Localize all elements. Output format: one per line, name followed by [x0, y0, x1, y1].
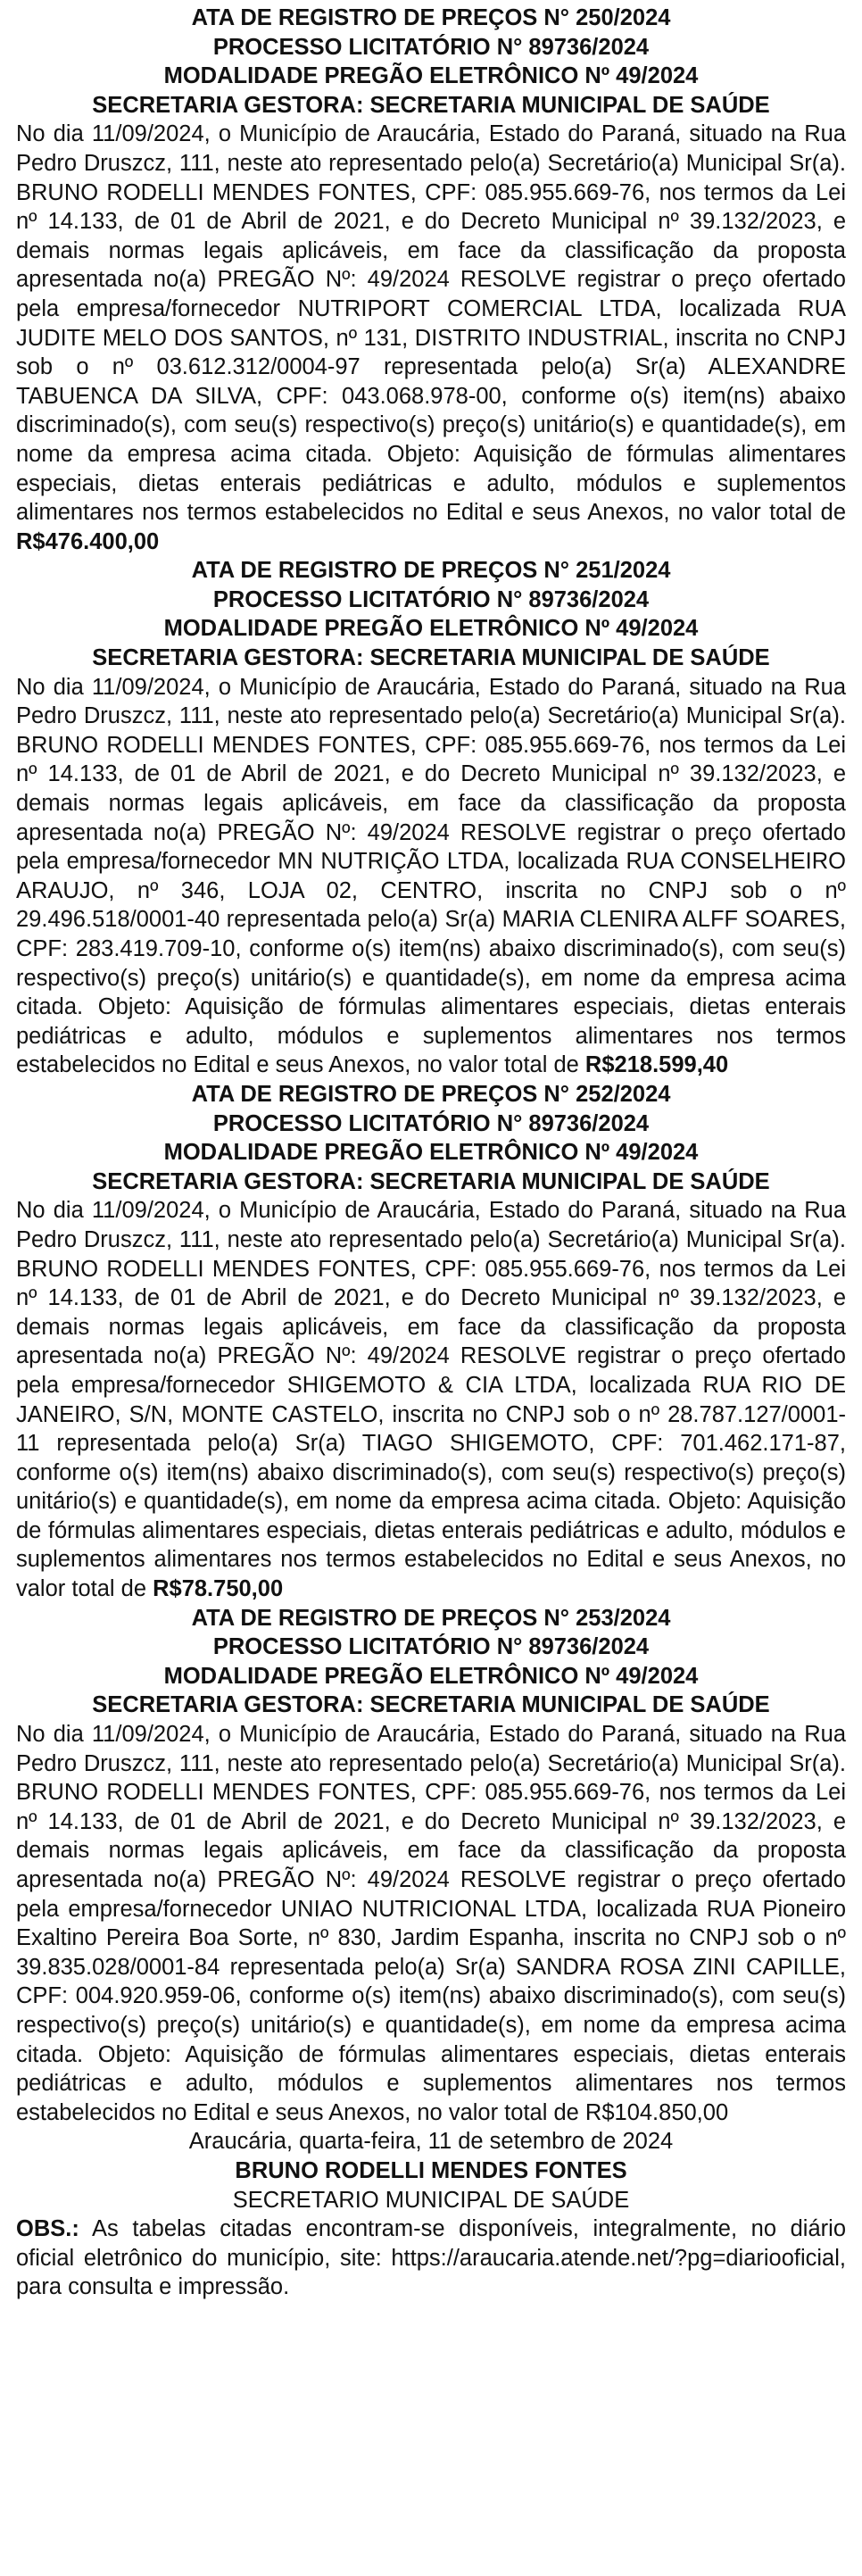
secretaria-gestora: SECRETARIA GESTORA: SECRETARIA MUNICIPAL DE SAÚDE	[92, 645, 770, 671]
ata-total-value: R$78.750,00	[153, 1576, 284, 1602]
processo-licitatorio: PROCESSO LICITATÓRIO N° 89736/2024	[212, 34, 650, 60]
ata-body: No dia 11/09/2024, o Município de Araucária, Estado do Paraná, situado na Rua Pedro Druszcz, 111, neste ato representado pelo(a) Secretário(a) Municipal Sr(a). BRUNO RODELLI MENDES FONTES, CPF: 085.955.669-76, nos termos da Lei nº 14.133, de 01 de Abril de 2021, e do Decreto Municipal nº 39.132/2023, e demais normas legais aplicáveis, em face da classificação da proposta apresentada no(a) PREGÃO Nº: 49/2024 RESOLVE registrar o preço ofertado pela empresa/fornecedor SHIGEMOTO & CIA LTDA, localizada RUA RIO DE JANEIRO, S/N, MONTE CASTELO, inscrita no CNPJ sob o nº 28.787.127/0001-11 representada pelo(a) Sr(a) TIAGO SHIGEMOTO, CPF: 701.462.171-87, conforme o(s) item(ns) abaixo discriminado(s), com seu(s) respectivo(s) preço(s) unitário(s) e quantidade(s), em nome da empresa acima citada. Objeto: Aquisição de fórmulas alimentares especiais, dietas enterais pediátricas e adulto, módulos e suplementos alimentares nos termos estabelecidos no Edital e seus Anexos, no valor total de	[16, 1198, 846, 1602]
ata-total-value: R$218.599,40	[584, 1052, 729, 1078]
ata-body-text	[16, 673, 846, 1080]
modalidade-pregao: MODALIDADE PREGÃO ELETRÔNICO Nº 49/2024	[163, 63, 699, 89]
ata-250	[16, 4, 846, 556]
signer-name: BRUNO RODELLI MENDES FONTES	[235, 2157, 627, 2183]
processo-licitatorio: PROCESSO LICITATÓRIO N° 89736/2024	[212, 1634, 650, 1660]
signer-title: SECRETARIO MUNICIPAL DE SAÚDE	[232, 2187, 630, 2213]
modalidade-pregao: MODALIDADE PREGÃO ELETRÔNICO Nº 49/2024	[163, 1663, 699, 1689]
processo-licitatorio: PROCESSO LICITATÓRIO N° 89736/2024	[212, 1110, 650, 1136]
processo-licitatorio: PROCESSO LICITATÓRIO N° 89736/2024	[212, 586, 650, 612]
obs-note	[16, 2215, 846, 2302]
secretaria-gestora: SECRETARIA GESTORA: SECRETARIA MUNICIPAL DE SAÚDE	[92, 1692, 770, 1718]
ata-total-value: R$476.400,00	[16, 528, 160, 554]
obs-label: OBS.:	[16, 2216, 79, 2242]
ata-header: ATA DE REGISTRO DE PREÇOS N° 250/2024	[191, 5, 671, 30]
ata-body: No dia 11/09/2024, o Município de Araucária, Estado do Paraná, situado na Rua Pedro Druszcz, 111, neste ato representado pelo(a) Secretário(a) Municipal Sr(a). BRUNO RODELLI MENDES FONTES, CPF: 085.955.669-76, nos termos da Lei nº 14.133, de 01 de Abril de 2021, e do Decreto Municipal nº 39.132/2023, e demais normas legais aplicáveis, em face da classificação da proposta apresentada no(a) PREGÃO Nº: 49/2024 RESOLVE registrar o preço ofertado pela empresa/fornecedor UNIAO NUTRICIONAL LTDA, localizada RUA Pioneiro Exaltino Pereira Boa Sorte, nº 830, Jardim Espanha, inscrita no CNPJ sob o nº 39.835.028/0001-84 representada pelo(a) Sr(a) SANDRA ROSA ZINI CAPILLE, CPF: 004.920.959-06, conforme o(s) item(ns) abaixo discriminado(s), com seu(s) respectivo(s) preço(s) unitário(s) e quantidade(s), em nome da empresa acima citada. Objeto: Aquisição de fórmulas alimentares especiais, dietas enterais pediátricas e adulto, módulos e suplementos alimentares nos termos estabelecidos no Edital e seus Anexos, no valor total de R$104.850,00	[16, 1722, 846, 2125]
ata-body-text	[16, 1196, 846, 1603]
ata-252	[16, 1080, 846, 1604]
ata-header: ATA DE REGISTRO DE PREÇOS N° 251/2024	[191, 558, 671, 584]
ata-header: ATA DE REGISTRO DE PREÇOS N° 253/2024	[191, 1605, 671, 1631]
modalidade-pregao: MODALIDADE PREGÃO ELETRÔNICO Nº 49/2024	[163, 1140, 699, 1166]
ata-251	[16, 556, 846, 1080]
document-page	[16, 0, 846, 2302]
ata-header: ATA DE REGISTRO DE PREÇOS N° 252/2024	[191, 1081, 671, 1107]
closing-block	[16, 2127, 846, 2215]
secretaria-gestora: SECRETARIA GESTORA: SECRETARIA MUNICIPAL DE SAÚDE	[92, 92, 770, 118]
place-date: Araucária, quarta-feira, 11 de setembro de 2024	[188, 2129, 674, 2155]
modalidade-pregao: MODALIDADE PREGÃO ELETRÔNICO Nº 49/2024	[163, 616, 699, 642]
ata-body-text	[16, 1720, 846, 2127]
ata-body: No dia 11/09/2024, o Município de Araucária, Estado do Paraná, situado na Rua Pedro Druszcz, 111, neste ato representado pelo(a) Secretário(a) Municipal Sr(a). BRUNO RODELLI MENDES FONTES, CPF: 085.955.669-76, nos termos da Lei nº 14.133, de 01 de Abril de 2021, e do Decreto Municipal nº 39.132/2023, e demais normas legais aplicáveis, em face da classificação da proposta apresentada no(a) PREGÃO Nº: 49/2024 RESOLVE registrar o preço ofertado pela empresa/fornecedor MN NUTRIÇÃO LTDA, localizada RUA CONSELHEIRO ARAUJO, nº 346, LOJA 02, CENTRO, inscrita no CNPJ sob o nº 29.496.518/0001-40 representada pelo(a) Sr(a) MARIA CLENIRA ALFF SOARES, CPF: 283.419.709-10, conforme o(s) item(ns) abaixo discriminado(s), com seu(s) respectivo(s) preço(s) unitário(s) e quantidade(s), em nome da empresa acima citada. Objeto: Aquisição de fórmulas alimentares especiais, dietas enterais pediátricas e adulto, módulos e suplementos alimentares nos termos estabelecidos no Edital e seus Anexos, no valor total de	[16, 674, 846, 1078]
ata-body: No dia 11/09/2024, o Município de Araucária, Estado do Paraná, situado na Rua Pedro Druszcz, 111, neste ato representado pelo(a) Secretário(a) Municipal Sr(a). BRUNO RODELLI MENDES FONTES, CPF: 085.955.669-76, nos termos da Lei nº 14.133, de 01 de Abril de 2021, e do Decreto Municipal nº 39.132/2023, e demais normas legais aplicáveis, em face da classificação da proposta apresentada no(a) PREGÃO Nº: 49/2024 RESOLVE registrar o preço ofertado pela empresa/fornecedor NUTRIPORT COMERCIAL LTDA, localizada RUA JUDITE MELO DOS SANTOS, nº 131, DISTRITO INDUSTRIAL, inscrita no CNPJ sob o nº 03.612.312/0004-97 representada pelo(a) Sr(a) ALEXANDRE TABUENCA DA SILVA, CPF: 043.068.978-00, conforme o(s) item(ns) abaixo discriminado(s), com seu(s) respectivo(s) preço(s) unitário(s) e quantidade(s), em nome da empresa acima citada. Objeto: Aquisição de fórmulas alimentares especiais, dietas enterais pediátricas e adulto, módulos e suplementos alimentares nos termos estabelecidos no Edital e seus Anexos, no valor total de	[16, 121, 846, 526]
ata-253	[16, 1604, 846, 2128]
obs-text: As tabelas citadas encontram-se disponíveis, integralmente, no diário oficial eletrônico do município, site: https://araucaria.atende.net/?pg=diariooficial, para consulta e impressão.	[16, 2216, 846, 2300]
ata-body-text	[16, 120, 846, 556]
secretaria-gestora: SECRETARIA GESTORA: SECRETARIA MUNICIPAL DE SAÚDE	[92, 1168, 770, 1194]
